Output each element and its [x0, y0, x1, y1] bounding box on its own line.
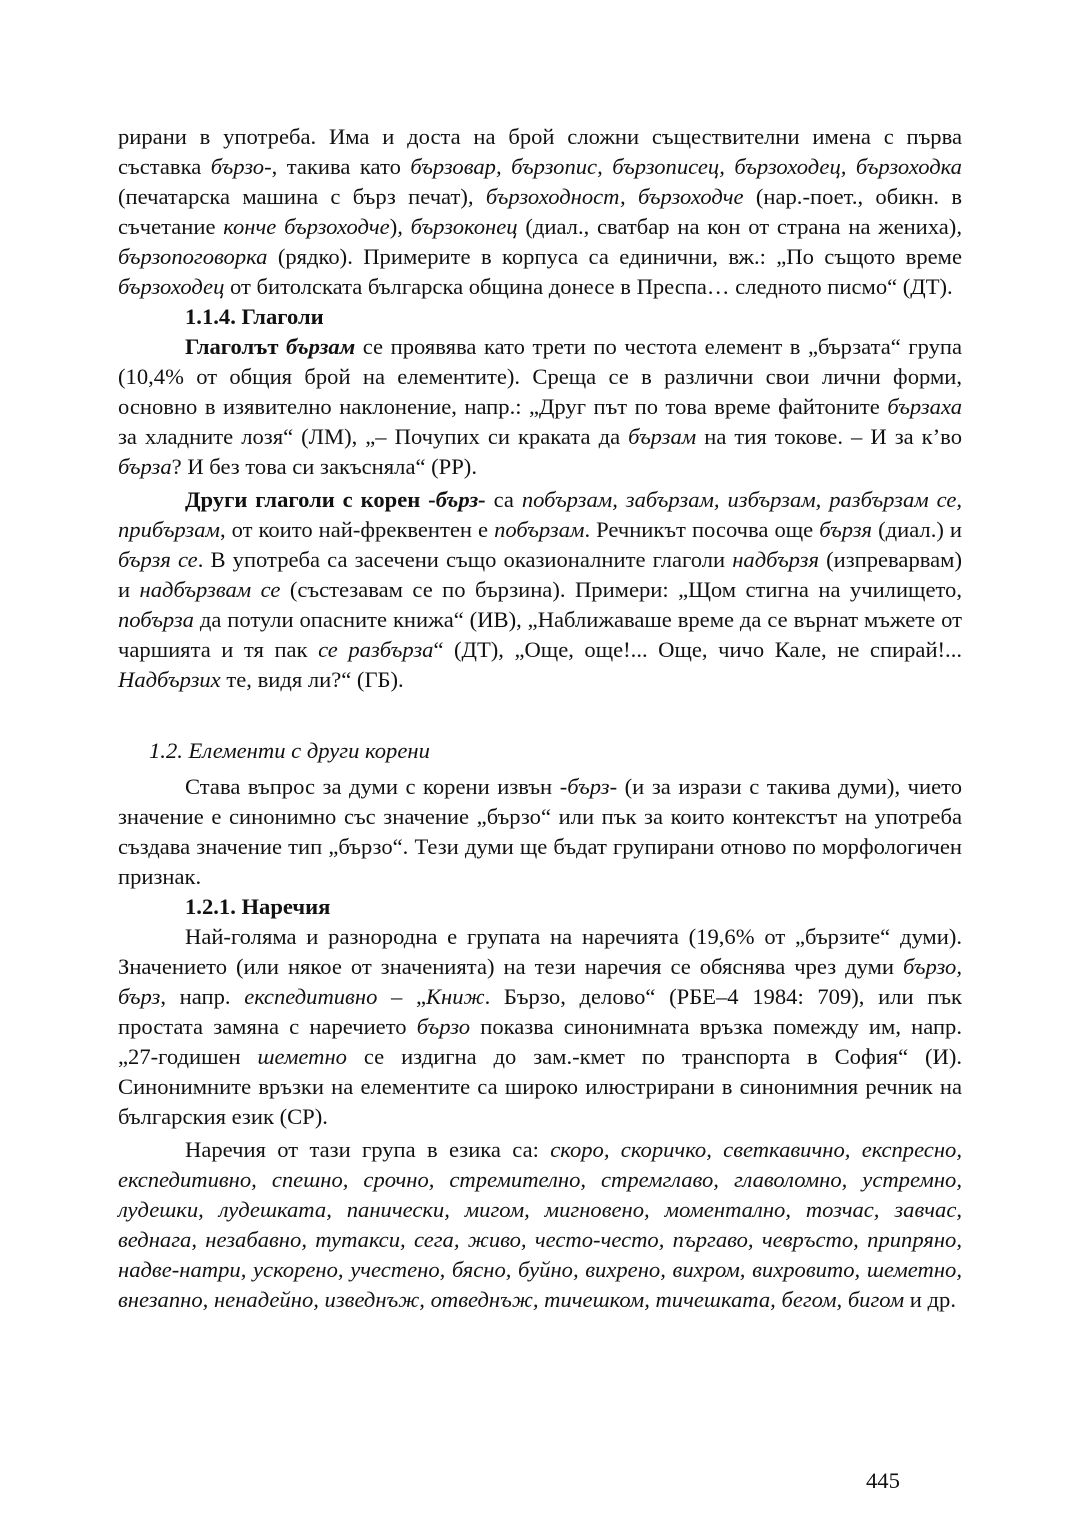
paragraph-adverbs-list: Наречия от тази група в езика са: скоро, скоричко, светкавично, експресно, експедитивно, спешно, срочно, стремително, стремглаво, главоломно, устремно, лудешки, лудешката, панически, мигом, мигновено, моментално, тозчас, завчас, веднага, незабавно, тутакси, сега, живо, често-често, пъргаво, чевръсто, припряно, надве-натри, ускорено, учестено, бясно, буйно, вихрено, вихром, вихровито, шеметно, внезапно, ненадейно, изведнъж, отведнъж, тичешком, тичешката, бегом, бигом и др. [118, 1137, 962, 1312]
paragraph-verb-barzam: Глаголът бързам се проявява като трети по честота елемент в „бързата“ група (10,4% от общия брой на елементите). Среща се в различни свои лични форми, основно в изявително наклонение, напр.: „Друг път по това време файтоните бързаха за хладните лозя“ (ЛМ), „– Почупих си краката да бързам на тия токове. – И за к’во бърза? И без това си закъсняла“ (РР). [118, 334, 962, 479]
page-body [118, 122, 962, 1315]
paragraph-adverbs-overview: Най-голяма и разнородна е групата на наречията (19,6% от „бързите“ думи). Значението (или някое от значенията) на тези наречия се обяснява чрез думи бързо, бърз, напр. експедитивно – „Книж. Бързо, делово“ (РБЕ–4 1984: 709), или пък простата замяна с наречието бързо показва синонимната връзка помежду им, напр. „27-годишен шеметно се издигна до зам.-кмет по транспорта в София“ (И). Синонимните връзки на елементите са широко илюстрирани в синонимния речник на българския език (СР). [118, 924, 962, 1129]
heading-verbs: 1.1.4. Глаголи [185, 304, 324, 329]
page-number: 445 [866, 1468, 900, 1493]
paragraph-other-verbs: Други глаголи с корен -бърз- са побързам, забързам, избързам, разбързам се, прибързам, от които най-фреквентен е побързам. Речникът посочва още бързя (диал.) и бързя се. В употреба са засечени също оказионалните глаголи надбързя (изпреварвам) и надбързвам се (състезавам се по бързина). Примери: „Щом стигна на училището, побърза да потули опасните книжа“ (ИВ), „Наближаваше време да се върнат мъжете от чаршията и тя пак се разбърза“ (ДТ), „Още, още!... Още, чичо Кале, не спирай!... Надбързих те, видя ли?“ (ГБ). [118, 487, 963, 692]
heading-adverbs: 1.2.1. Наречия [185, 894, 331, 919]
section-heading-other-roots: 1.2. Елементи с други корени [149, 738, 430, 763]
paragraph-other-roots-intro: Става въпрос за думи с корени извън -бърз- (и за изрази с такива думи), чието значение е синонимно със значение „бързо“ или пък за които контекстът на употреба създава значение тип „бързо“. Тези думи ще бъдат групирани отново по морфологичен признак. [118, 774, 963, 889]
paragraph-compound-nouns: рирани в употреба. Има и доста на брой сложни съществителни имена с първа съставка бързо-, такива като бързовар, бързопис, бързописец, бързоходец, бързоходка (печатарска машина с бърз печат), бързоходност, бързоходче (нар.-поет., обикн. в съчетание конче бързоходче), бързоконец (диал., сватбар на кон от страна на жениха), бързопоговорка (рядко). Примерите в корпуса са единични, вж.: „По същото време бързоходец от битолската българска община донесе в Преспа… следното писмо“ (ДТ). [118, 124, 962, 299]
